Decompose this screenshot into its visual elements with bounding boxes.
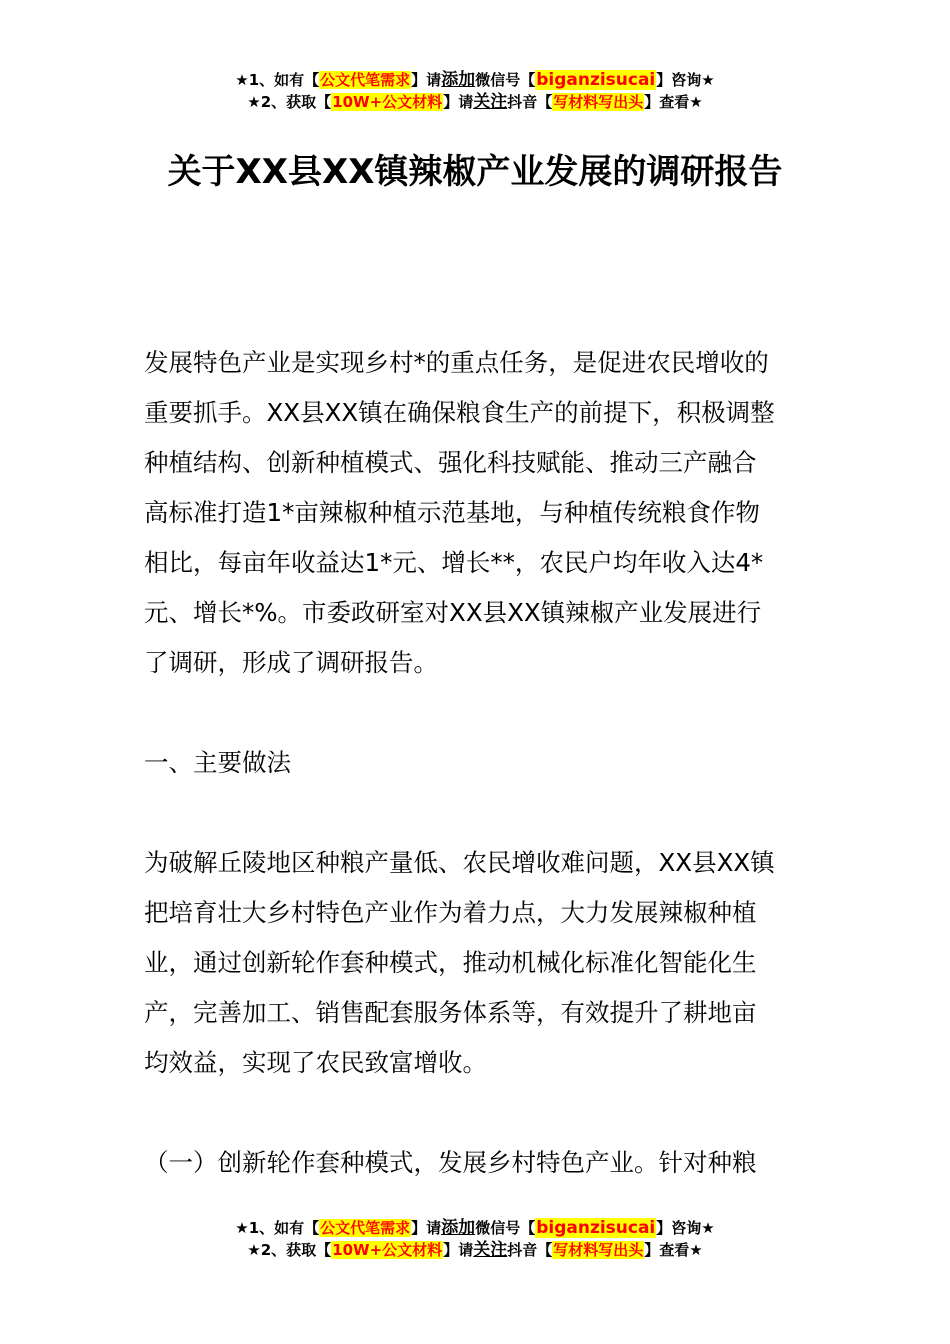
text-line: 元、增长*%。市委政研室对XX县XX镇辣椒产业发展进行 [144,598,762,627]
intro-paragraph [144,338,808,688]
banner-text: 】请 [411,1219,442,1237]
text-line: 种植结构、创新种植模式、强化科技赋能、推动三产融合 [144,448,757,477]
banner-emphasis: 关注 [473,92,508,112]
banner-line-2 [0,91,950,113]
text-line: 了调研，形成了调研报告。 [144,648,438,677]
header-banner [0,69,950,113]
banner-text: 】请 [443,1241,474,1259]
banner-text: 】请 [411,71,442,89]
highlight-materials: 10W+公文材料 [332,1241,443,1259]
banner-text: 】咨询★ [656,1219,715,1237]
highlight-service: 公文代笔需求 [320,71,411,89]
banner-line-1 [0,1217,950,1239]
text-line: 均效益，实现了农民致富增收。 [144,1048,487,1077]
banner-text: 】查看★ [644,93,703,111]
text-line: 重要抓手。XX县XX镇在确保粮食生产的前提下，积极调整 [144,398,775,427]
text-line: 产，完善加工、销售配套服务体系等，有效提升了耕地亩 [144,998,757,1027]
text-line: 发展特色产业是实现乡村*的重点任务，是促进农民增收的 [144,348,769,377]
banner-emphasis: 添加 [441,1218,476,1238]
text-line: 业，通过创新轮作套种模式，推动机械化标准化智能化生 [144,948,757,977]
highlight-wechat-id: biganzisucai [536,70,656,90]
text-line: 高标准打造1*亩辣椒种植示范基地，与种植传统粮食作物 [144,498,760,527]
banner-line-2 [0,1239,950,1261]
document-title: 关于XX县XX镇辣椒产业发展的调研报告 [167,152,783,192]
banner-text: ★1、如有【 [235,1219,320,1237]
text-line: （一）创新轮作套种模式，发展乡村特色产业。针对种粮 [144,1148,757,1177]
banner-emphasis: 关注 [473,1240,508,1260]
banner-text: 抖音【 [507,93,553,111]
heading-text: 一、主要做法 [144,748,291,777]
document-body [144,338,808,1188]
banner-text: 微信号【 [475,71,536,89]
banner-text: 微信号【 [475,1219,536,1237]
banner-line-1 [0,69,950,91]
subsection-paragraph [144,1138,808,1188]
footer-banner [0,1217,950,1261]
banner-text: 】咨询★ [656,71,715,89]
banner-emphasis: 添加 [441,70,476,90]
highlight-service: 公文代笔需求 [320,1219,411,1237]
highlight-douyin-account: 写材料写出头 [553,93,644,111]
section-heading [144,738,808,788]
banner-text: ★2、获取【 [247,1241,332,1259]
banner-text: ★1、如有【 [235,71,320,89]
text-line: 相比，每亩年收益达1*元、增长**，农民户均年收入达4* [144,548,764,577]
banner-text: 】请 [443,93,474,111]
text-line: 为破解丘陵地区种粮产量低、农民增收难问题，XX县XX镇 [144,848,775,877]
banner-text: 抖音【 [507,1241,553,1259]
highlight-materials: 10W+公文材料 [332,93,443,111]
text-line: 把培育壮大乡村特色产业作为着力点，大力发展辣椒种植 [144,898,757,927]
banner-text: 】查看★ [644,1241,703,1259]
banner-text: ★2、获取【 [247,93,332,111]
highlight-douyin-account: 写材料写出头 [553,1241,644,1259]
highlight-wechat-id: biganzisucai [536,1218,656,1238]
section-paragraph [144,838,808,1088]
